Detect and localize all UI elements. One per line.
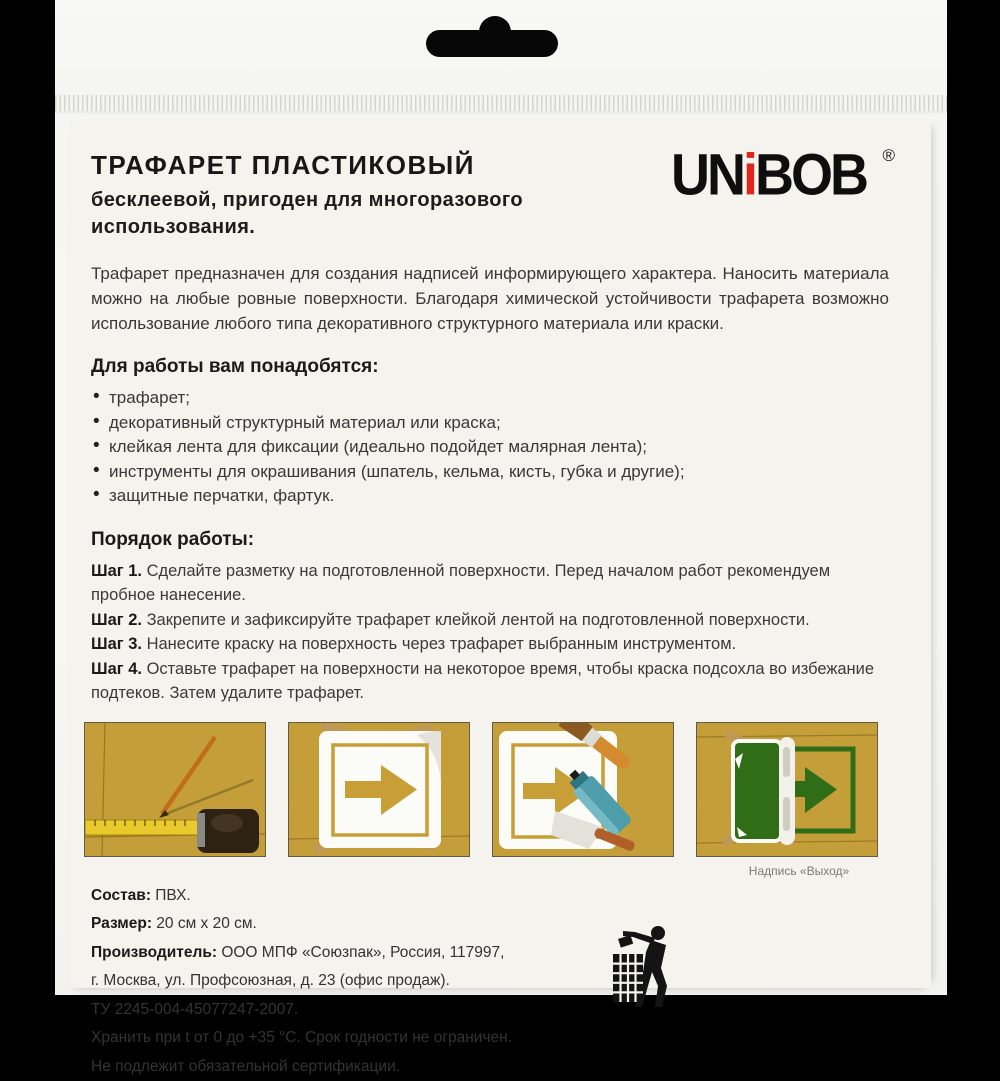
logo-text-pre: UN — [671, 143, 743, 208]
detail-text: 20 см х 20 см. — [152, 915, 257, 932]
logo-text-post: BOB — [755, 143, 866, 208]
title-block — [91, 146, 671, 241]
product-subtitle: бесклеевой, пригоден для многоразового использования. — [91, 187, 651, 241]
list-item: • защитные перчатки, фартук. — [91, 484, 889, 509]
intro-paragraph: Трафарет предназначен для создания надписей информирующего характера. Наносить материала можно на любые ровные поверхности. Благодаря химической устойчивости трафарета возможно использование любого типа декоративного структурного материала или краски. — [91, 261, 889, 336]
step-label: Шаг 2. — [91, 611, 142, 629]
detail-text: г. Москва, ул. Профсоюзная, д. 23 (офис продаж). — [91, 972, 450, 989]
step-label: Шаг 3. — [91, 635, 142, 653]
unibob-logo — [671, 146, 889, 202]
detail-line — [91, 882, 889, 911]
product-title: ТРАФАРЕТ ПЛАСТИКОВЫЙ — [91, 150, 671, 181]
peeled-stencil — [731, 737, 795, 845]
logo-text-i: i — [743, 143, 755, 208]
detail-line — [91, 939, 889, 968]
step-line — [91, 632, 889, 657]
detail-line — [91, 967, 889, 996]
header — [91, 146, 889, 241]
stencil-sheet — [319, 731, 441, 848]
detail-text: Хранить при t от 0 до +35 °C. Срок годности не ограничен. — [91, 1029, 512, 1046]
step-text: Оставьте трафарет на поверхности на некоторое время, чтобы краска подсохла во избежание подтеков. Затем удалите трафарет. — [91, 660, 874, 703]
needs-list — [91, 386, 889, 509]
heat-seal-crimp — [55, 95, 947, 111]
detail-line — [91, 1053, 889, 1081]
step-line — [91, 559, 889, 608]
step-photo-fixing — [288, 722, 470, 857]
detail-label: Производитель: — [91, 944, 217, 961]
product-details — [91, 882, 889, 1081]
instruction-photos-row — [84, 722, 889, 857]
step-line — [91, 608, 889, 633]
step-text: Закрепите и зафиксируйте трафарет клейкой лентой на подготовленной поверхности. — [142, 611, 810, 629]
logo-wordmark — [671, 146, 866, 204]
list-item: • клейкая лента для фиксации (идеально подойдет малярная лента); — [91, 435, 889, 460]
detail-text: ПВХ. — [151, 887, 191, 904]
step-photo-painting — [492, 722, 674, 857]
detail-label: Размер: — [91, 915, 152, 932]
detail-text: Не подлежит обязательной сертификации. — [91, 1058, 400, 1075]
step-text: Сделайте разметку на подготовленной поверхности. Перед началом работ рекомендуем пробное нанесение. — [91, 562, 830, 605]
step-text: Нанесите краску на поверхность через трафарет выбранным инструментом. — [142, 635, 736, 653]
caption-row — [91, 864, 889, 878]
paper-insert — [69, 120, 931, 988]
step-label: Шаг 1. — [91, 562, 142, 580]
euro-slot-hole — [423, 12, 563, 62]
step-label: Шаг 4. — [91, 660, 142, 678]
procedure-steps — [91, 559, 889, 706]
list-item: • декоративный структурный материал или краска; — [91, 411, 889, 436]
list-item: • трафарет; — [91, 386, 889, 411]
step-photo-marking — [84, 722, 266, 857]
detail-line — [91, 1024, 889, 1053]
detail-text: ООО МПФ «Союзпак», Россия, 117997, — [217, 944, 504, 961]
detail-line — [91, 910, 889, 939]
stencil-package-bag — [55, 0, 947, 995]
detail-label: Состав: — [91, 887, 151, 904]
registered-trademark-icon: ® — [882, 146, 895, 166]
needs-heading: Для работы вам понадобятся: — [91, 356, 889, 378]
bottom-info — [91, 882, 889, 1081]
step-photo-result — [696, 722, 878, 857]
step-line — [91, 657, 889, 706]
procedure-heading: Порядок работы: — [91, 529, 889, 551]
tidy-man-icon — [609, 924, 679, 1009]
list-item: • инструменты для окрашивания (шпатель, кельма, кисть, губка и другие); — [91, 460, 889, 485]
detail-text: ТУ 2245-004-45077247-2007. — [91, 1001, 298, 1018]
photo-caption: Надпись «Выход» — [709, 864, 889, 878]
